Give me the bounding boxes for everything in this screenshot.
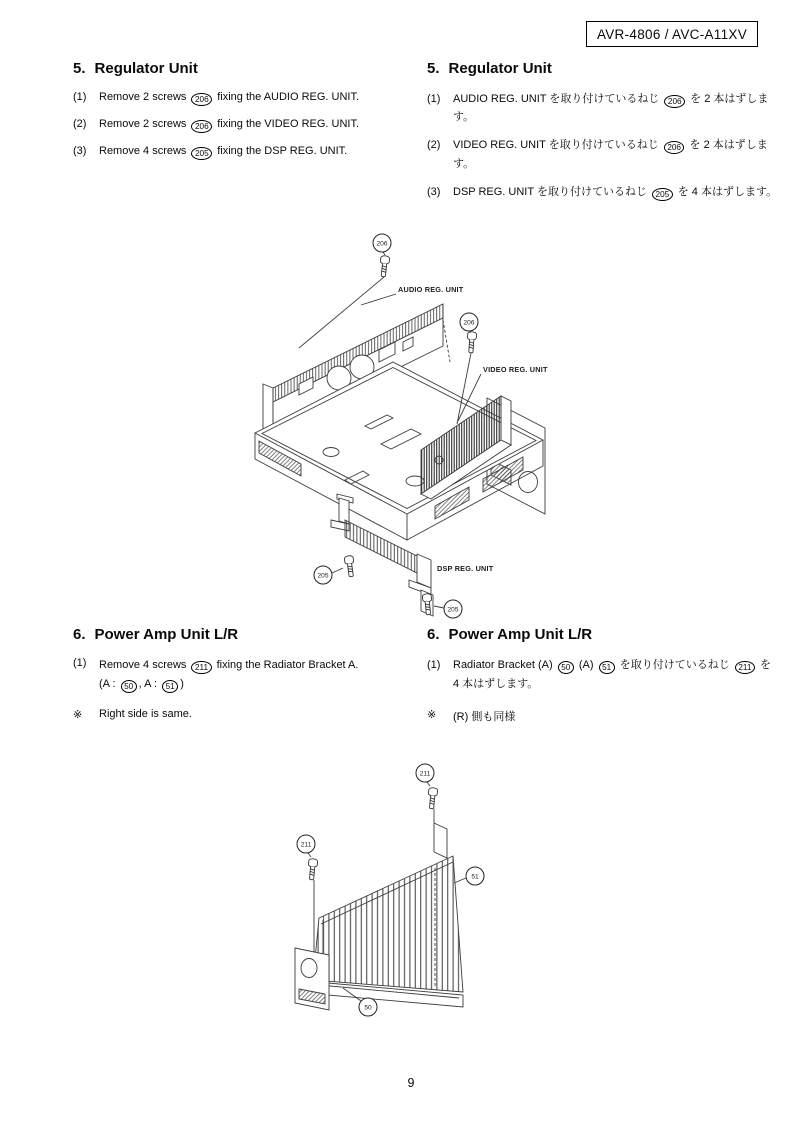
text-run: を 4 本はずします。 [453, 658, 771, 690]
circled-ref: 206 [664, 95, 685, 108]
step-number: (1) [73, 656, 87, 669]
callout-number: 206 [376, 240, 388, 248]
circled-ref: 206 [664, 141, 685, 154]
section-number: 6. [73, 626, 86, 643]
step-1 [427, 656, 779, 695]
circled-ref: 206 [191, 93, 212, 106]
note-text [99, 708, 192, 721]
text-run: , A : [138, 677, 161, 690]
circled-ref: 51 [162, 680, 178, 693]
section-5-regulator-unit-en [73, 61, 413, 171]
section-5-title-en [73, 61, 413, 78]
section-number: 5. [73, 60, 86, 77]
step-text [99, 144, 413, 160]
callout-number: 211 [419, 770, 431, 778]
step-text [99, 656, 413, 695]
note-right-side [73, 708, 413, 721]
callout-number: 50 [364, 1004, 372, 1012]
text-run: を取り付けているねじ [616, 658, 733, 671]
text-run: を 2 本はずします。 [453, 92, 769, 124]
text-run: Remove 4 screws [99, 144, 190, 157]
callout-205-right [444, 600, 462, 618]
left-bracket-plate [295, 948, 329, 1010]
text-run: VIDEO REG. UNIT を取り付けているねじ [453, 139, 662, 152]
text-run: fixing the Radiator Bracket A. [213, 658, 359, 671]
model-header-box [586, 21, 758, 47]
callout-number: 205 [447, 606, 459, 614]
text-run: AUDIO REG. UNIT を取り付けているねじ [453, 92, 663, 105]
regulator-diagram-linework [255, 252, 545, 616]
audio-label-leader [361, 294, 396, 305]
section-title-text: Regulator Unit [94, 60, 198, 77]
circled-ref: 205 [652, 188, 673, 201]
text-run: DSP REG. UNIT を取り付けているねじ [453, 186, 651, 199]
section-5-title-ja [427, 61, 779, 78]
power-amp-exploded-diagram [283, 748, 523, 1020]
section-number: 5. [427, 60, 440, 77]
section-title-text: Power Amp Unit L/R [448, 626, 593, 643]
section-5-regulator-unit-ja [427, 61, 779, 211]
step-number: (1) [427, 658, 441, 671]
callout-number: 51 [471, 873, 479, 881]
callout-51 [466, 867, 484, 885]
power-amp-linework [295, 782, 466, 1010]
step-number: (1) [73, 90, 87, 103]
step-number: (1) [427, 92, 441, 105]
text-run: (A) [575, 658, 597, 671]
text-run: を 4 本はずします。 [674, 186, 778, 199]
step-1 [73, 90, 413, 106]
callout-206-top [373, 234, 391, 252]
screw-211-left [307, 853, 318, 916]
step-3 [73, 144, 413, 160]
section-title-text: Regulator Unit [448, 60, 552, 77]
step-text [99, 90, 413, 106]
callout-211-right [416, 764, 434, 782]
step-3 [427, 183, 779, 202]
step-number: (2) [427, 139, 441, 152]
screw-205-left [332, 555, 356, 577]
text-run: fixing the AUDIO REG. UNIT. [214, 90, 360, 103]
video-reg-unit-label: VIDEO REG. UNIT [483, 365, 548, 374]
text-run: Remove 2 screws [99, 90, 190, 103]
text-run: Remove 2 screws [99, 117, 190, 130]
step-2 [73, 117, 413, 133]
step-1 [73, 656, 413, 695]
section-title-text: Power Amp Unit L/R [94, 626, 239, 643]
regulator-unit-exploded-diagram [243, 228, 573, 628]
radiator-bracket-right [434, 823, 447, 858]
step-text [453, 656, 779, 695]
text-run: (R) 側も同様 [453, 711, 516, 723]
step-number: (2) [73, 117, 87, 130]
step-text [453, 90, 779, 128]
callout-205-left [314, 566, 332, 584]
text-run: (A : [99, 677, 119, 690]
section-number: 6. [427, 626, 440, 643]
dsp-reg-unit-label: DSP REG. UNIT [437, 564, 494, 573]
callout-number: 211 [300, 841, 312, 849]
circled-ref: 211 [191, 661, 211, 674]
step-text [453, 183, 779, 202]
note-right-side-ja [427, 708, 779, 724]
note-mark: ※ [427, 709, 437, 721]
dsp-reg-unit-part [331, 494, 433, 616]
callout-206-right [460, 313, 478, 331]
section-6-power-amp-en [73, 627, 413, 721]
step-number: (3) [427, 186, 441, 199]
text-run: ) [180, 677, 184, 690]
circled-ref: 51 [599, 661, 615, 674]
step-1 [427, 90, 779, 128]
page-number: 9 [407, 1076, 415, 1090]
callout-51-leader [454, 878, 466, 883]
section-6-title-ja [427, 627, 779, 644]
callout-number: 206 [463, 319, 475, 327]
circled-ref: 205 [191, 147, 212, 160]
circled-ref: 50 [558, 661, 574, 674]
callout-number: 205 [317, 572, 329, 580]
step-number: (3) [73, 144, 87, 157]
note-text [453, 708, 515, 724]
text-run: fixing the VIDEO REG. UNIT. [214, 117, 360, 130]
step-2 [427, 136, 779, 174]
step-text [453, 136, 779, 174]
text-run: Radiator Bracket (A) [453, 658, 556, 671]
text-run: Remove 4 screws [99, 658, 190, 671]
note-mark: ※ [73, 709, 83, 721]
text-run: fixing the DSP REG. UNIT. [214, 144, 348, 157]
text-run: Right side is same. [99, 708, 192, 720]
text-run: を 2 本はずします。 [453, 139, 768, 171]
circled-ref: 206 [191, 120, 212, 133]
circled-ref: 211 [735, 661, 755, 674]
callout-50 [359, 998, 377, 1016]
section-6-power-amp-ja [427, 627, 779, 724]
model-number: AVR-4806 / AVC-A11XV [596, 26, 748, 42]
callout-211-left [297, 835, 315, 853]
audio-reg-unit-label: AUDIO REG. UNIT [398, 285, 464, 294]
section-6-title-en [73, 627, 413, 644]
circled-ref: 50 [121, 680, 137, 693]
step-text [99, 117, 413, 133]
